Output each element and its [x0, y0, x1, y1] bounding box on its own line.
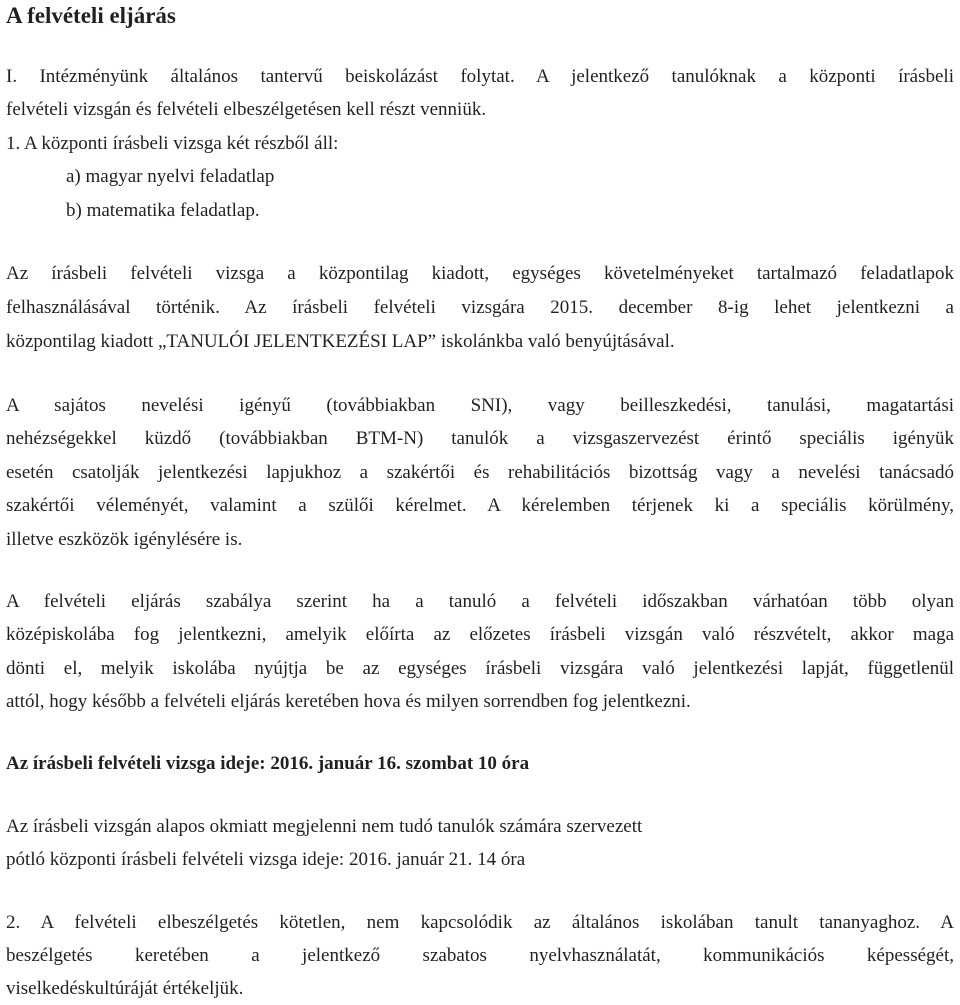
written-exam-line-2: felhasználásával történik. Az írásbeli felvételi vizsgára 2015. december 8-ig lehet jelentkezni a: [6, 297, 954, 318]
section2-line-3: viselkedéskultúráját értékeljük.: [6, 978, 244, 999]
section1-heading: 1. A központi írásbeli vizsga két részből áll:: [6, 133, 339, 154]
rules-line-1: A felvételi eljárás szabálya szerint ha a tanuló a felvételi időszakban várhatóan több olyan: [6, 591, 954, 612]
sni-line-1: A sajátos nevelési igényű (továbbiakban SNI), vagy beilleszkedési, tanulási, magatartási: [6, 395, 954, 416]
sni-line-5: illetve eszközök igénylésére is.: [6, 529, 243, 550]
rules-line-4: attól, hogy később a felvételi eljárás keretében hova és milyen sorrendben fog jelentkezni.: [6, 691, 691, 712]
sni-line-4: szakértői véleményét, valamint a szülői kérelmet. A kérelemben térjenek ki a speciális körülmény,: [6, 495, 954, 516]
sni-line-2: nehézségekkel küzdő (továbbiakban BTM-N) tanulók a vizsgaszervezést érintő speciális igényük: [6, 428, 954, 449]
section2-line-1: 2. A felvételi elbeszélgetés kötetlen, nem kapcsolódik az általános iskolában tanult tananyaghoz. A: [6, 912, 954, 933]
sni-line-3: esetén csatolják jelentkezési lapjukhoz a szakértői és rehabilitációs bizottság vagy a nevelési tanácsadó: [6, 462, 954, 483]
intro-line-2: felvételi vizsgán és felvételi elbeszélgetésen kell részt venniük.: [6, 99, 487, 120]
makeup-exam-line-1: Az írásbeli vizsgán alapos okmiatt megjelenni nem tudó tanulók számára szervezett: [6, 816, 643, 837]
page-title: A felvételi eljárás: [6, 3, 176, 28]
section2-line-2: beszélgetés keretében a jelentkező szabatos nyelvhasználatát, kommunikációs képességét,: [6, 945, 954, 966]
exam-date: Az írásbeli felvételi vizsga ideje: 2016. január 16. szombat 10 óra: [6, 753, 530, 774]
rules-line-2: középiskolába fog jelentkezni, amelyik előírta az előzetes írásbeli vizsgán való részvételt, akkor maga: [6, 624, 954, 645]
written-exam-line-1: Az írásbeli felvételi vizsga a központilag kiadott, egységes követelményeket tartalmazó feladatlapok: [6, 263, 954, 284]
written-exam-line-3: központilag kiadott „TANULÓI JELENTKEZÉSI LAP” iskolánkba való benyújtásával.: [6, 331, 675, 352]
rules-line-3: dönti el, melyik iskolába nyújtja be az egységes írásbeli vizsgára való jelentkezési lapját, függetlenül: [6, 658, 954, 679]
makeup-exam-line-2: pótló központi írásbeli felvételi vizsga ideje: 2016. január 21. 14 óra: [6, 849, 526, 870]
section1-item-b: b) matematika feladatlap.: [66, 200, 260, 221]
section1-item-a: a) magyar nyelvi feladatlap: [66, 166, 275, 187]
intro-line-1: I. Intézményünk általános tantervű beiskolázást folytat. A jelentkező tanulóknak a központi írásbeli: [6, 66, 954, 87]
